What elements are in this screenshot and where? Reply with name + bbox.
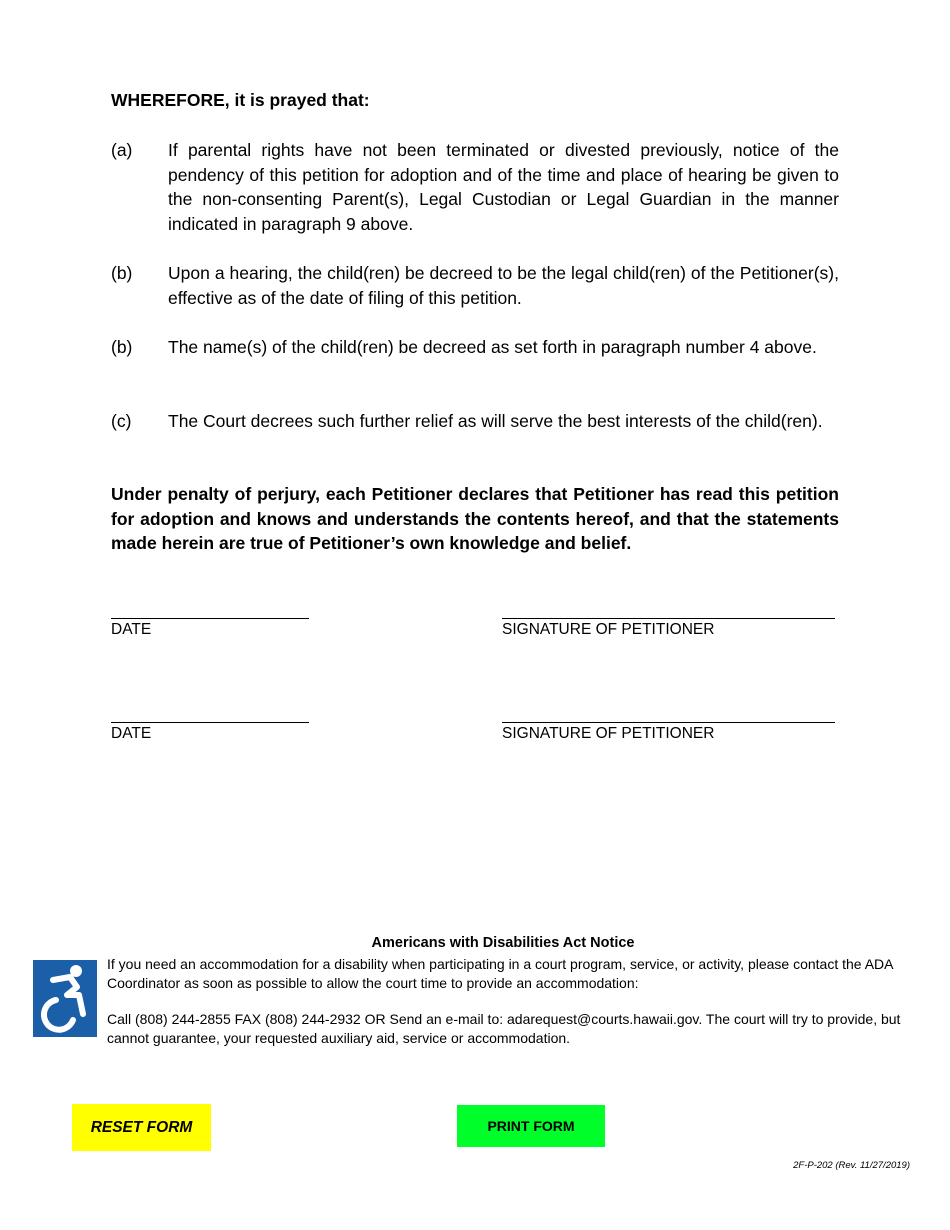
- date-label: DATE: [111, 725, 152, 742]
- date-line[interactable]: [111, 722, 309, 723]
- item-marker: (c): [111, 411, 132, 431]
- prayer-item-b-name: [111, 335, 839, 360]
- prayer-heading: WHEREFORE, it is prayed that:: [111, 90, 370, 110]
- form-revision-id: 2F-P-202 (Rev. 11/27/2019): [793, 1160, 910, 1171]
- signature-line[interactable]: [502, 722, 835, 723]
- prayer-item-a: [111, 138, 839, 236]
- ada-paragraph-2: Call (808) 244-2855 FAX (808) 244-2932 OR Send an e-mail to: adarequest@courts.hawaii.gov. The court will try to provide, but cannot guarantee, your requested auxiliary aid, service or accommodation.: [107, 1011, 901, 1046]
- print-form-button[interactable]: PRINT FORM: [457, 1105, 605, 1147]
- item-marker: (a): [111, 140, 133, 160]
- ada-paragraph-1: If you need an accommodation for a disability when participating in a court program, service, or activity, please contact the ADA Coordinator as soon as possible to allow the court time to provide an accommodation:: [107, 956, 893, 991]
- signature-label: SIGNATURE OF PETITIONER: [502, 725, 715, 742]
- ada-notice-title: Americans with Disabilities Act Notice: [371, 935, 635, 951]
- date-line[interactable]: [111, 618, 309, 619]
- accessibility-icon: [33, 960, 97, 1037]
- item-text: The name(s) of the child(ren) be decreed as set forth in paragraph number 4 above.: [168, 337, 817, 357]
- reset-form-button[interactable]: RESET FORM: [72, 1104, 211, 1151]
- item-text: Upon a hearing, the child(ren) be decreed to be the legal child(ren) of the Petitioner(s), effective as of the date of filing of this petition.: [168, 263, 839, 308]
- date-label: DATE: [111, 621, 152, 638]
- item-marker: (b): [111, 263, 133, 283]
- signature-label: SIGNATURE OF PETITIONER: [502, 621, 715, 638]
- prayer-item-b: [111, 261, 839, 310]
- perjury-declaration: Under penalty of perjury, each Petitioner declares that Petitioner has read this petition for adoption and knows and understands the contents hereof, and that the statements made herein are true of Petitioner’s own knowledge and belief.: [111, 484, 839, 554]
- prayer-item-c: [111, 409, 839, 434]
- signature-line[interactable]: [502, 618, 835, 619]
- item-text: If parental rights have not been terminated or divested previously, notice of the pendency of this petition for adoption and of the time and place of hearing be given to the non-consenting Parent(s), Legal Custodian or Legal Guardian in the manner indicated in paragraph 9 above.: [168, 140, 839, 234]
- item-marker: (b): [111, 337, 133, 357]
- item-text: The Court decrees such further relief as will serve the best interests of the child(ren).: [168, 411, 823, 431]
